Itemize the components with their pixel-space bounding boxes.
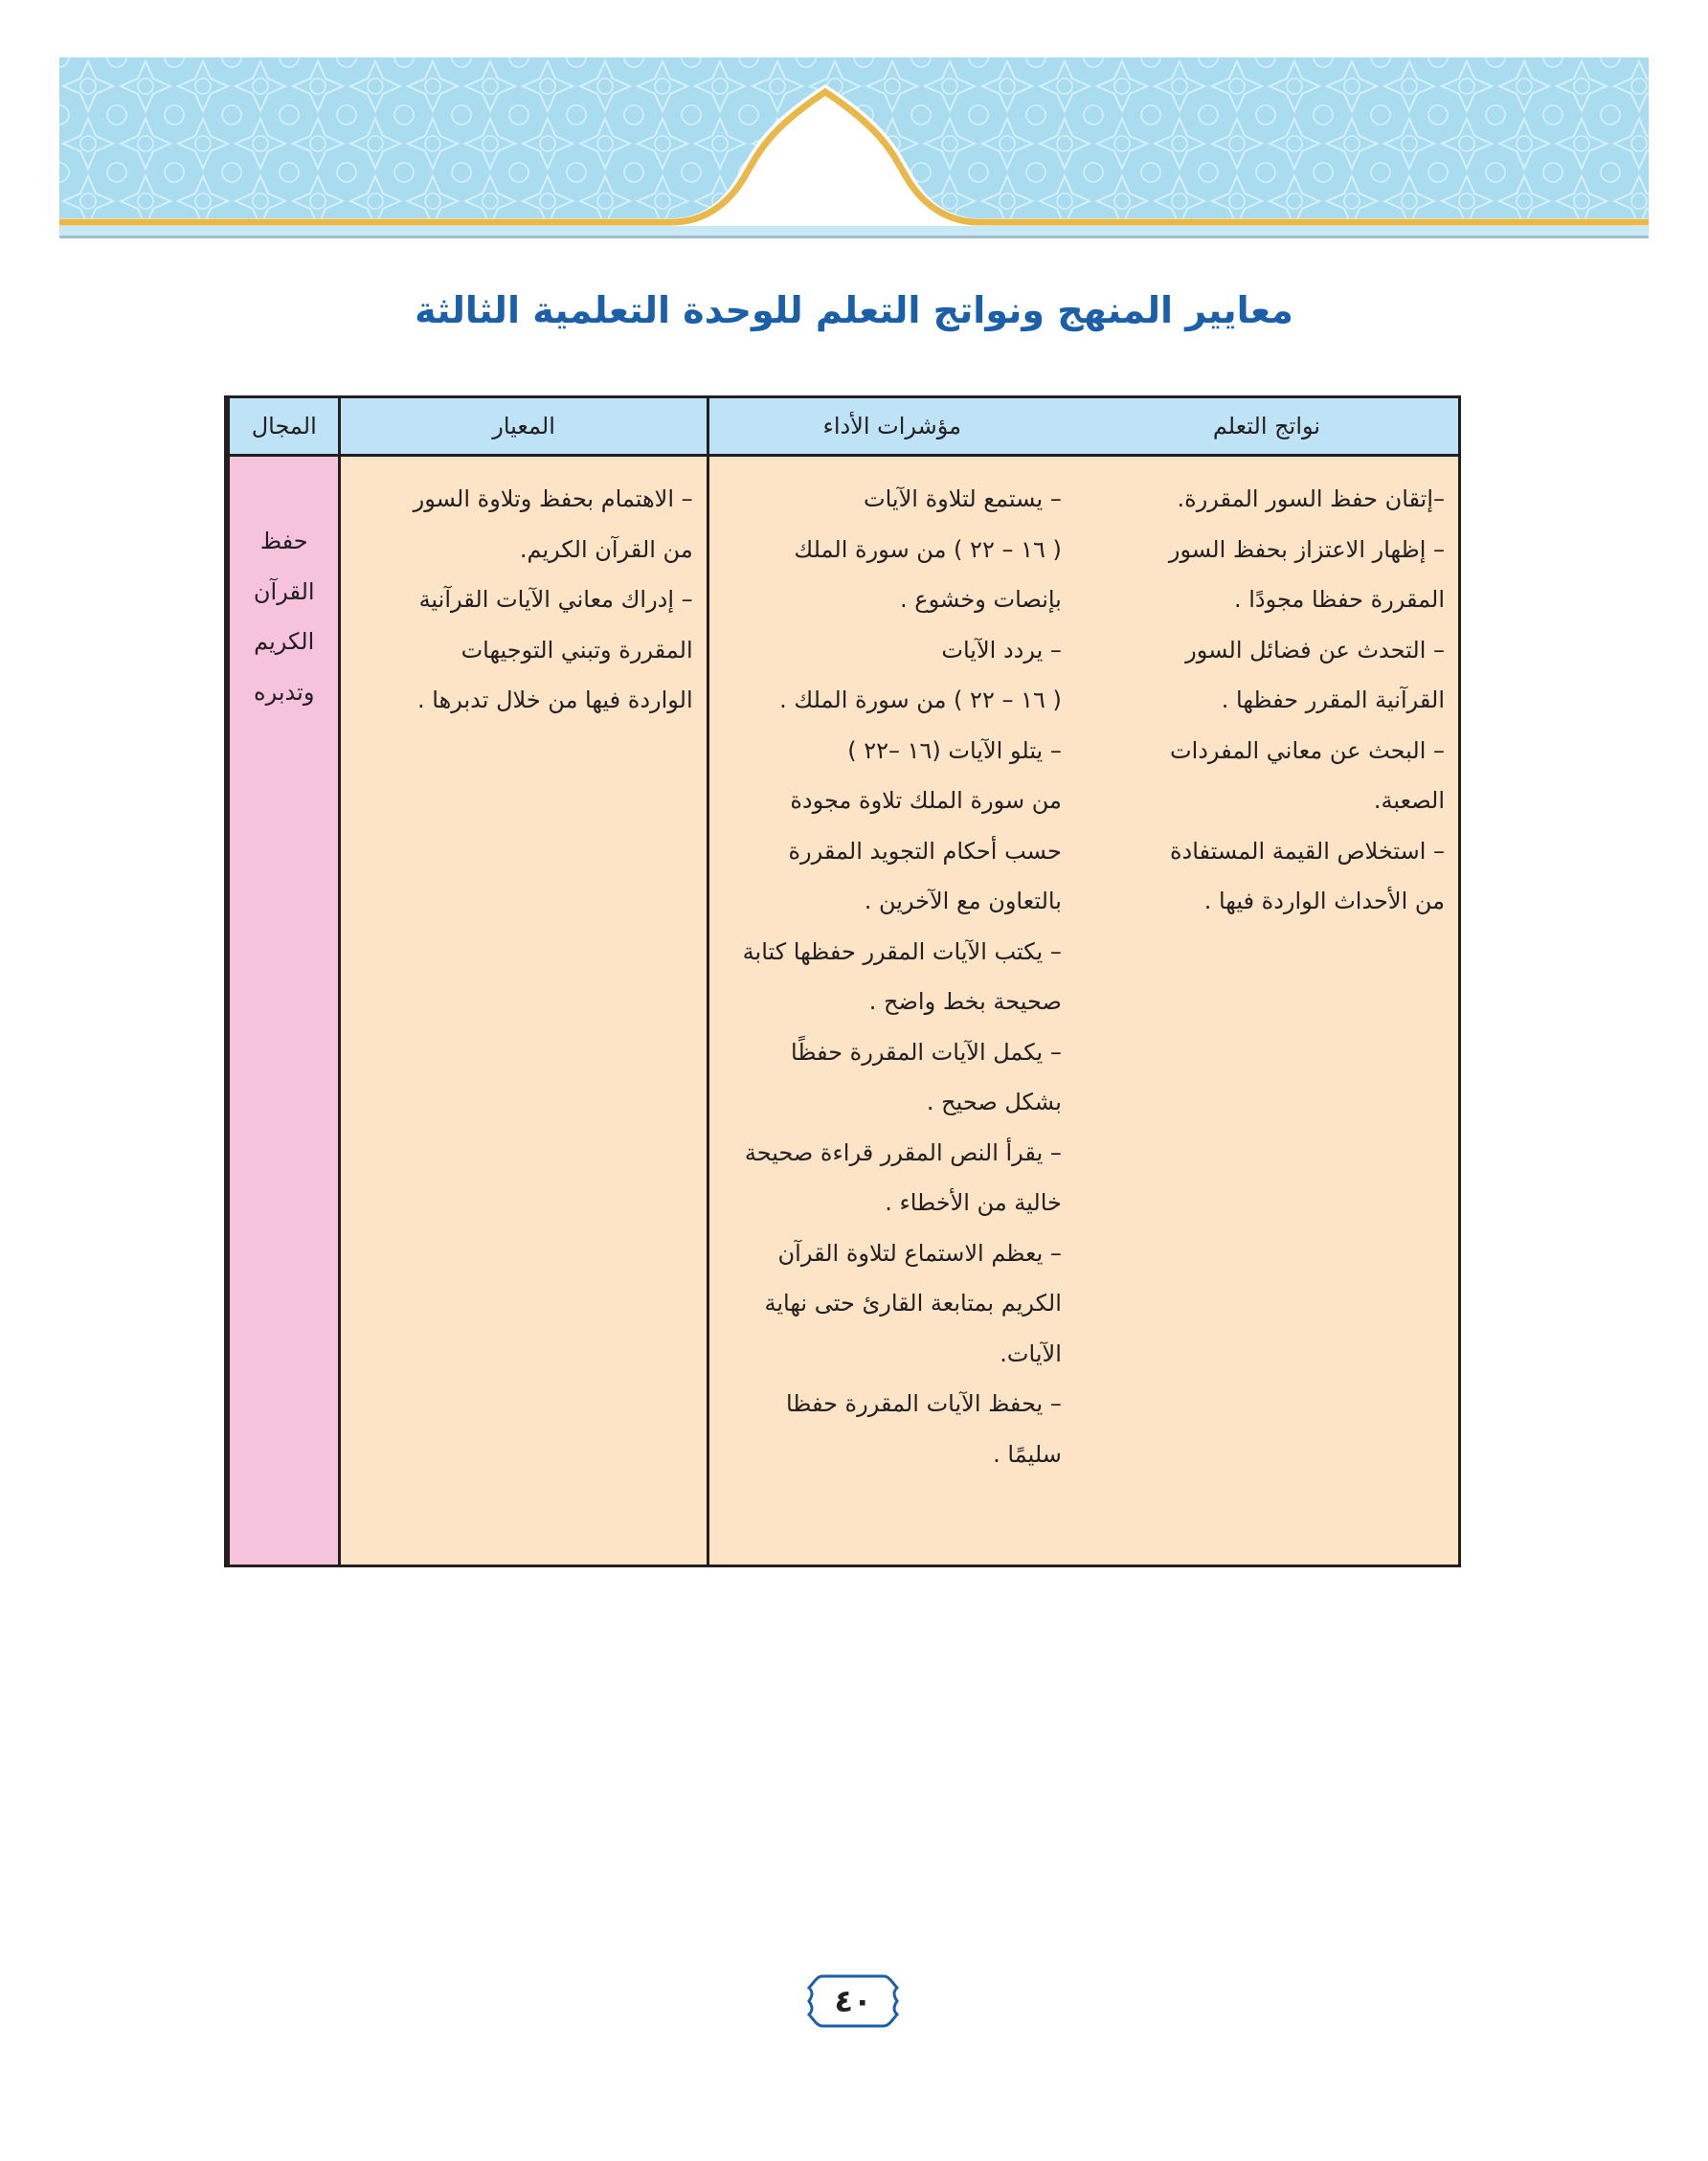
- domain-column: [227, 398, 338, 1564]
- standard-line: الواردة فيها من خلال تدبرها .: [417, 687, 693, 713]
- indicators-column: [707, 398, 1075, 1564]
- page-title: معايير المنهج ونواتج التعلم للوحدة التعلمية الثالثة: [415, 289, 1293, 331]
- domain-line: حفظ: [259, 528, 308, 554]
- outcomes-header: نواتج التعلم: [1075, 398, 1458, 457]
- outcome-line: من الأحداث الواردة فيها .: [1203, 888, 1445, 914]
- standard-cell: [341, 457, 706, 1564]
- outcome-line: – استخلاص القيمة المستفادة: [1169, 837, 1445, 865]
- indicator-line: – يتلو الآيات (١٦ –٢٢ ): [847, 736, 1062, 764]
- standard-line: – إدراك معاني الآيات القرآنية: [418, 586, 693, 613]
- page-number: ٤٠: [834, 1983, 872, 2019]
- indicator-line: – يقرأ النص المقرر قراءة صحيحة: [744, 1138, 1062, 1166]
- outcome-line: – إظهار الاعتزاز بحفظ السور: [1168, 535, 1445, 563]
- outcomes-cell: [1075, 457, 1458, 1564]
- indicator-line: – يعظم الاستماع لتلاوة القرآن: [777, 1239, 1062, 1267]
- domain-header: المجال: [230, 398, 338, 457]
- outcome-line: – البحث عن معاني المفردات: [1169, 736, 1445, 764]
- outcome-line: المقررة حفظا مجودًا .: [1234, 586, 1445, 613]
- indicator-line: – يردد الآيات: [941, 636, 1062, 664]
- indicator-line: بالتعاون مع الآخرين .: [864, 888, 1062, 914]
- domain-line: الكريم: [254, 628, 315, 655]
- indicator-line: حسب أحكام التجويد المقررة: [788, 837, 1062, 865]
- standard-line: من القرآن الكريم.: [519, 535, 693, 563]
- indicator-line: سليمًا .: [993, 1440, 1062, 1468]
- standard-column: [338, 398, 706, 1564]
- domain-line: القرآن: [253, 577, 315, 605]
- indicator-line: – يحفظ الآيات المقررة حفظا: [785, 1390, 1062, 1417]
- standard-header: المعيار: [341, 398, 706, 457]
- outcome-line: القرآنية المقرر حفظها .: [1221, 687, 1445, 713]
- indicator-line: الآيات.: [1000, 1339, 1062, 1367]
- outcome-line: الصعبة.: [1373, 787, 1445, 814]
- indicator-line: – يكمل الآيات المقررة حفظًا: [791, 1038, 1062, 1066]
- indicator-line: بإنصات وخشوع .: [900, 586, 1062, 613]
- decorative-banner: [59, 57, 1649, 239]
- indicator-line: الكريم بمتابعة القارئ حتى نهاية: [764, 1290, 1062, 1317]
- domain-line: وتدبره: [254, 678, 315, 706]
- outcome-line: – التحدث عن فضائل السور: [1185, 636, 1445, 664]
- standard-line: – الاهتمام بحفظ وتلاوة السور: [413, 485, 693, 512]
- indicators-header: مؤشرات الأداء: [709, 398, 1075, 457]
- outcomes-column: [1075, 398, 1458, 1564]
- indicators-cell: [709, 457, 1075, 1564]
- indicator-line: – يكتب الآيات المقرر حفظها كتابة: [742, 937, 1062, 965]
- standards-table: [224, 395, 1461, 1567]
- indicator-line: بشكل صحيح .: [926, 1089, 1062, 1115]
- outcome-line: –إتقان حفظ السور المقررة.: [1177, 485, 1445, 512]
- indicator-line: خالية من الأخطاء .: [885, 1189, 1062, 1216]
- domain-cell: [230, 457, 338, 1564]
- indicator-line: ( ١٦ – ٢٢ ) من سورة الملك .: [779, 687, 1062, 713]
- indicator-line: – يستمع لتلاوة الآيات: [864, 485, 1062, 512]
- indicator-line: صحيحة بخط واضح .: [868, 988, 1062, 1015]
- indicator-line: من سورة الملك تلاوة مجودة: [790, 787, 1062, 814]
- page-number-badge: [805, 1970, 901, 2032]
- indicator-line: ( ١٦ – ٢٢ ) من سورة الملك: [794, 535, 1062, 563]
- standard-line: المقررة وتبني التوجيهات: [461, 636, 693, 664]
